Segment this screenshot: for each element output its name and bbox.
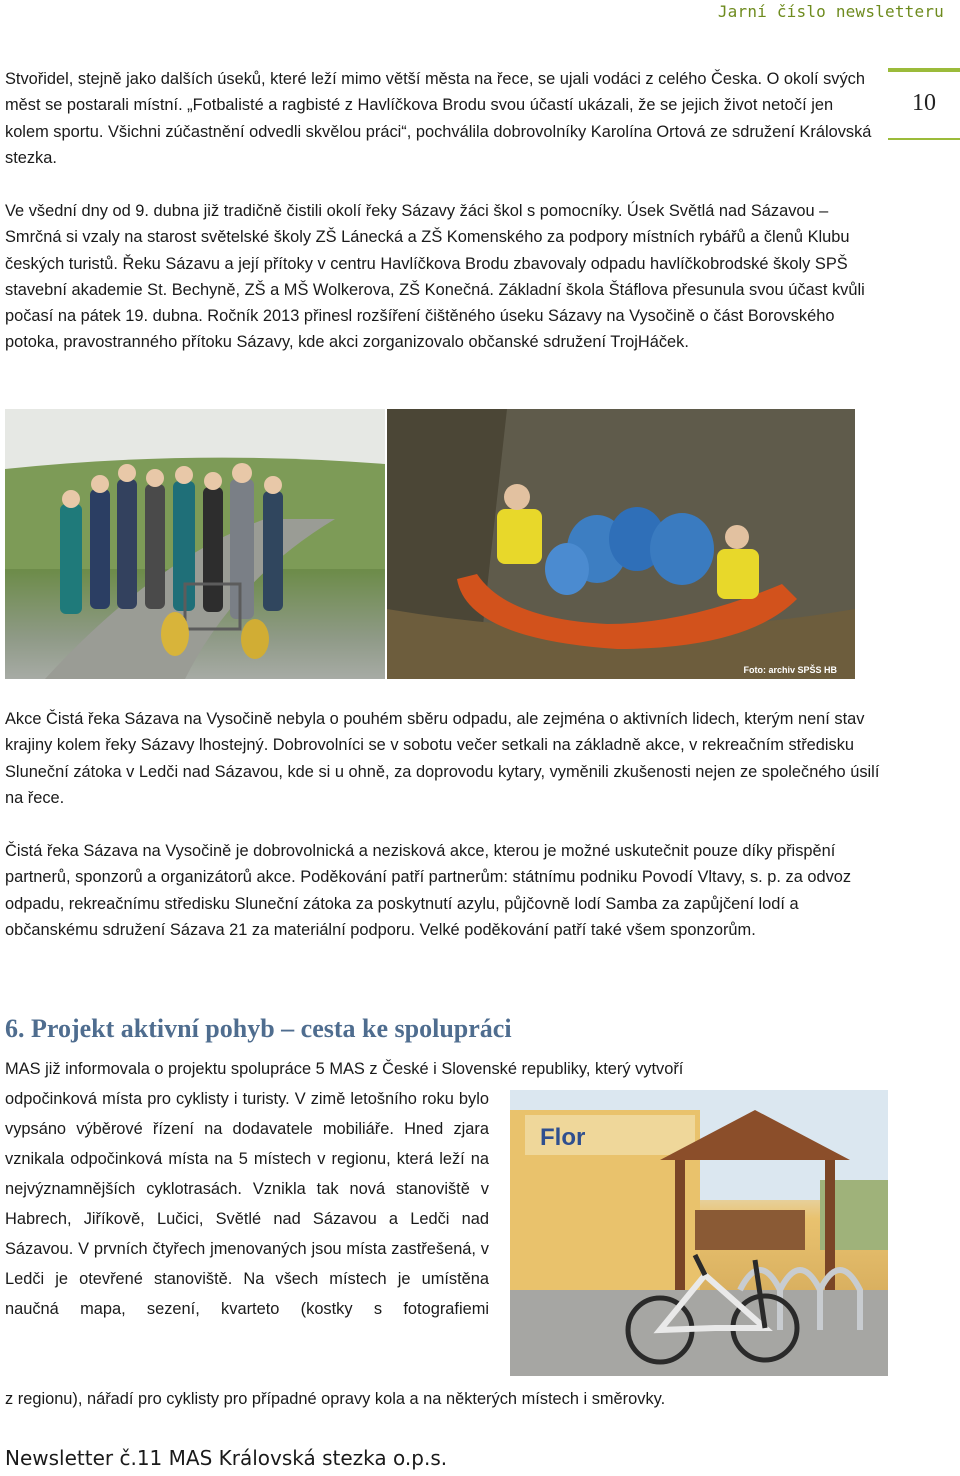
photo-rest-stop-illustration xyxy=(510,1090,888,1376)
section-paragraph-first-line: MAS již informovala o projektu spolupráce 5 MAS z České i Slovenské republiky, který vytvoří xyxy=(5,1060,684,1078)
shop-sign-text: Flor xyxy=(540,1124,586,1151)
page-number: 10 xyxy=(912,90,936,116)
paragraph-schools: Ve všední dny od 9. dubna již tradičně čistili okolí řeky Sázavy žáci škol s pomocníky. Úsek Světlá nad Sázavou – Smrčná si vzaly na starost světelské školy ZŠ Lánecká a ZŠ Komenského za podpory místních rybářů a členů Klubu českých turistů. Řeku Sázavu a její přítoky v centru Havlíčkova Brodu zbavovaly odpadu havlíčkobrodské školy SPŠ stavební akademie St. Bechyně, ZŠ a MŠ Wolkerova, ZŠ Konečná. Základní škola Štáflova přesunula svou účast kvůli počasí na pátek 19. dubna. Ročník 2013 přinesl rozšíření čištěného úseku Sázavy na Vysočině o část Borovského potoka, pravostranného přítoku Sázavy, kde akci zorganizovalo občanské sdružení TrojHáček. xyxy=(5,202,865,352)
footer-newsletter-name: Newsletter č.11 MAS Královská stezka o.p.s. xyxy=(5,1446,448,1470)
paragraph-volunteers: Stvořidel, stejně jako dalších úseků, které leží mimo větší města na řece, se ujali vodáci z celého Česka. O okolí svých měst se postarali místní. „Fotbalisté a ragbisté z Havlíčkova Brodu svou účastí ukázali, že se jejich život netočí jen kolem sportu. Všichni zúčastnění odvedli skvělou práci“, pochválila dobrovolníky Karolína Ortová ze sdružení Královská stezka. xyxy=(5,70,872,167)
photo-credit: Foto: archiv SPŠS HB xyxy=(743,665,837,675)
paragraph-event-meeting: Akce Čistá řeka Sázava na Vysočině nebyla o pouhém sběru odpadu, ale zejména o aktivních lidech, kterým není stav krajiny kolem řeky Sázavy lhostejný. Dobrovolníci se v sobotu večer setkali na základně akce, v rekreačním středisku Sluneční zátoka v Ledči nad Sázavou, kde si u ohně, za doprovodu kytary, vyměnili zkušenosti nejen ze společného úsilí na řece. xyxy=(5,710,880,807)
page-number-bottom-rule xyxy=(888,138,960,140)
section-paragraph-column: odpočinková místa pro cyklisty i turisty. V zimě letošního roku bylo vypsáno výběrové řízení na dodavatele mobiliáře. Hned zjara vznikala odpočinková místa na 5 místech v regionu, která leží na nejvýznamnějších cyklotrasách. Vznikla tak nová stanoviště v Habrech, Jiříkově, Lučici, Světlé nad Sázavou a Ledči nad Sázavou. V prvních čtyřech jmenovaných jsou místa zastřešená, v Ledči je otevřené stanoviště. Na všech místech je umístěna naučná mapa, sezení, kvarteto (kostky s fotografiemi xyxy=(5,1090,489,1318)
paragraph-thanks-partners: Čistá řeka Sázava na Vysočině je dobrovolnická a nezisková akce, kterou je možné uskutečnit pouze díky přispění partnerů, sponzorů a organizátorů akce. Poděkování patří partnerům: státnímu podniku Povodí Vltavy, s. p. za odvoz odpadu, rekreačnímu středisku Sluneční zátoka za poskytnutí azylu, půjčovně lodí Samba za zapůjčení lodí a občanskému sdružení Sázava 21 za materiální podporu. Velké poděkování patří také všem sponzorům. xyxy=(5,842,852,939)
photo-boat-cleanup xyxy=(387,409,855,679)
section-heading: 6. Projekt aktivní pohyb – cesta ke spolupráci xyxy=(5,1014,512,1043)
page-number-box xyxy=(888,68,960,140)
photo-volunteer-group-illustration xyxy=(5,409,385,679)
page-number-top-rule xyxy=(888,68,960,72)
photo-boat-cleanup-illustration xyxy=(387,409,855,679)
photo-rest-stop-bikes xyxy=(510,1090,888,1376)
section-paragraph-last-line: z regionu), nářadí pro cyklisty pro případné opravy kola a na některých místech i směrovky. xyxy=(5,1390,666,1408)
newsletter-header-title: Jarní číslo newsletteru xyxy=(717,2,944,21)
photo-volunteer-group xyxy=(5,409,385,679)
